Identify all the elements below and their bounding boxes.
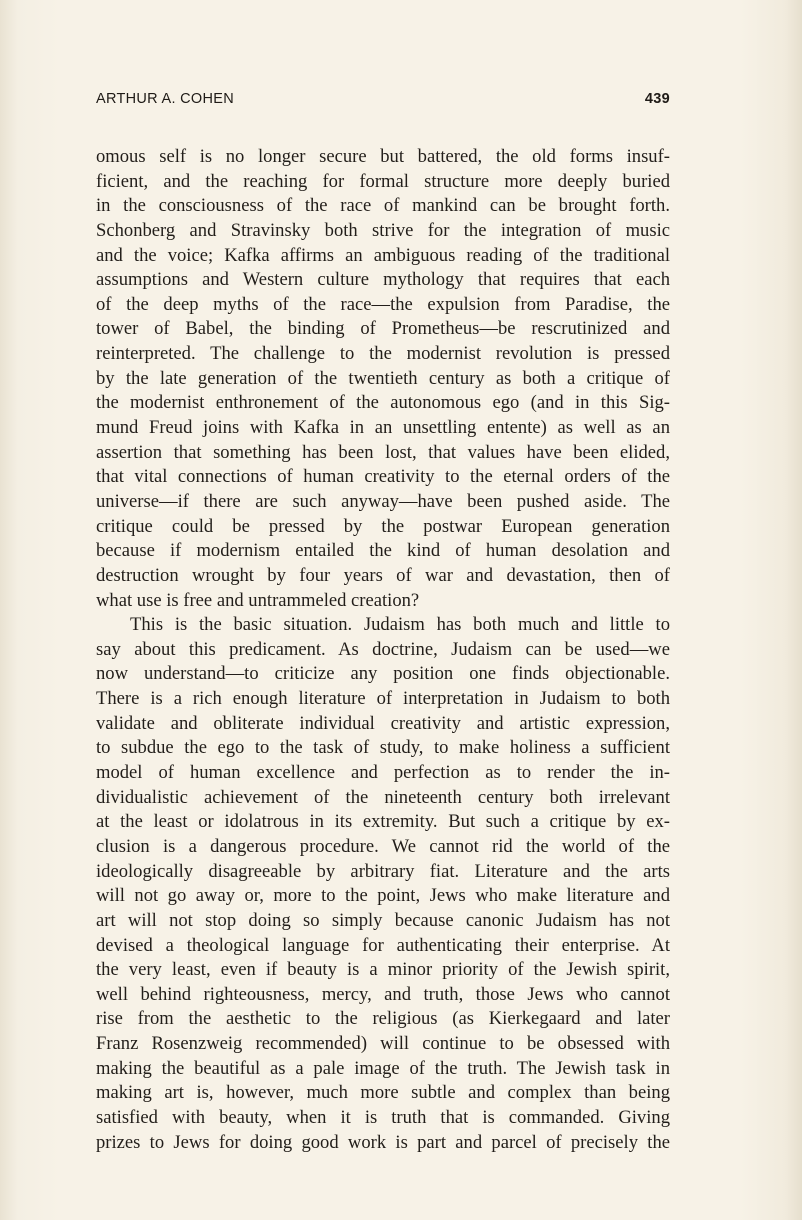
text-line: ideologically disagreeable by arbitrary fiat. Literature and the arts	[96, 860, 670, 882]
text-line: in the consciousness of the race of mankind can be brought forth.	[96, 195, 670, 217]
text-line: rise from the aesthetic to the religious (as Kierkegaard and later	[96, 1008, 670, 1030]
text-line: at the least or idolatrous in its extremity. But such a critique by ex-	[96, 811, 670, 833]
text-line: that vital connections of human creativity to the eternal orders of the	[96, 466, 670, 488]
text-line: devised a theological language for authenticating their enterprise. At	[96, 934, 670, 956]
text-line: model of human excellence and perfection as to render the in-	[96, 762, 670, 784]
text-line: making art is, however, much more subtle and complex than being	[96, 1082, 670, 1104]
text-line: There is a rich enough literature of interpretation in Judaism to both	[96, 688, 670, 710]
text-line: making the beautiful as a pale image of the truth. The Jewish task in	[96, 1057, 670, 1079]
page-number: 439	[644, 91, 670, 107]
text-line: assumptions and Western culture mythology that requires that each	[96, 269, 670, 291]
text-line: mund Freud joins with Kafka in an unsettling entente) as well as an	[96, 417, 670, 439]
text-line: This is the basic situation. Judaism has both much and little to	[130, 614, 670, 636]
text-line: the very least, even if beauty is a minor priority of the Jewish spirit,	[96, 959, 670, 981]
text-line: tower of Babel, the binding of Prometheus—be rescrutinized and	[96, 318, 670, 340]
text-line: assertion that something has been lost, that values have been elided,	[96, 441, 670, 463]
text-line: art will not stop doing so simply because canonic Judaism has not	[96, 909, 670, 931]
text-line: validate and obliterate individual creativity and artistic expression,	[96, 712, 670, 734]
text-line: by the late generation of the twentieth century as both a critique of	[96, 367, 670, 389]
text-line: Schonberg and Stravinsky both strive for the integration of music	[96, 219, 670, 241]
text-line: dividualistic achievement of the nineteenth century both irrelevant	[96, 786, 670, 808]
text-line: to subdue the ego to the task of study, to make holiness a sufficient	[96, 737, 670, 759]
running-head	[96, 91, 670, 111]
text-line: because if modernism entailed the kind of human desolation and	[96, 540, 670, 562]
text-line: now understand—to criticize any position one finds objectionable.	[96, 663, 670, 685]
text-line: universe—if there are such anyway—have been pushed aside. The	[96, 490, 670, 512]
text-line: say about this predicament. As doctrine, Judaism can be used—we	[96, 638, 670, 660]
text-line: will not go away or, more to the point, Jews who make literature and	[96, 885, 670, 907]
text-line: destruction wrought by four years of war and devastation, then of	[96, 564, 670, 586]
text-line: well behind righteousness, mercy, and truth, those Jews who cannot	[96, 983, 670, 1005]
text-line: critique could be pressed by the postwar European generation	[96, 515, 670, 537]
text-line: the modernist enthronement of the autonomous ego (and in this Sig-	[96, 392, 670, 414]
text-line: prizes to Jews for doing good work is part and parcel of precisely the	[96, 1131, 670, 1153]
running-head-author: ARTHUR A. COHEN	[96, 91, 234, 107]
text-line: satisfied with beauty, when it is truth that is commanded. Giving	[96, 1106, 670, 1128]
text-line: of the deep myths of the race—the expulsion from Paradise, the	[96, 293, 670, 315]
text-line: ficient, and the reaching for formal structure more deeply buried	[96, 170, 670, 192]
body-text	[96, 145, 670, 1155]
text-line: clusion is a dangerous procedure. We cannot rid the world of the	[96, 835, 670, 857]
text-line: what use is free and untrammeled creation?	[96, 589, 420, 611]
text-line: reinterpreted. The challenge to the modernist revolution is pressed	[96, 343, 670, 365]
text-line: and the voice; Kafka affirms an ambiguous reading of the traditional	[96, 244, 670, 266]
text-line: omous self is no longer secure but battered, the old forms insuf-	[96, 146, 670, 167]
text-line: Franz Rosenzweig recommended) will continue to be obsessed with	[96, 1033, 670, 1055]
